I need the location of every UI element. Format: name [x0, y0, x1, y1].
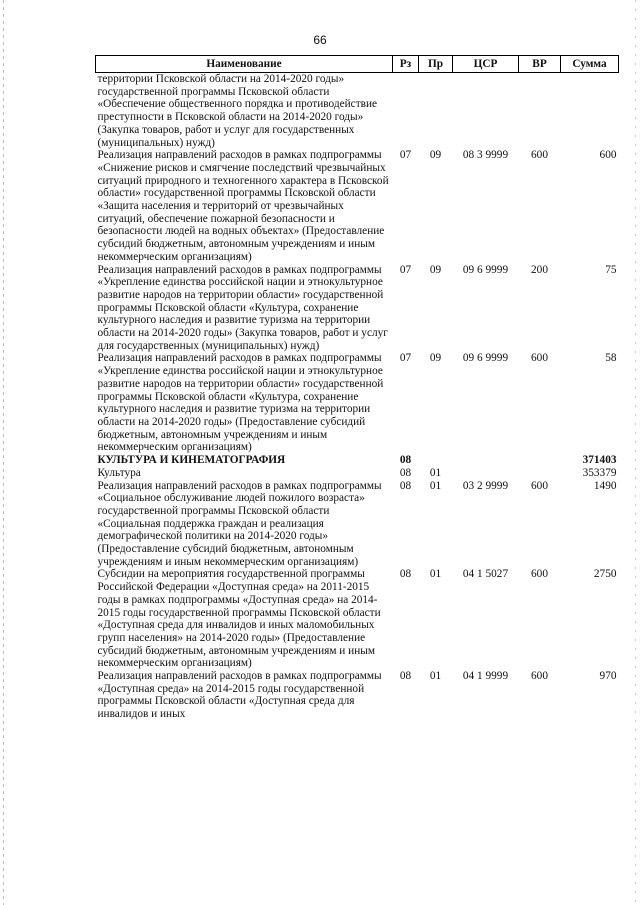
row-vr — [519, 467, 561, 480]
row-pr: 01 — [429, 568, 442, 581]
row-csr: 04 1 5027 — [462, 568, 509, 581]
row-rz: 08 — [399, 466, 412, 479]
row-csr: 03 2 9999 — [462, 479, 509, 492]
row-rz: 08 — [399, 670, 412, 683]
row-name: территории Псковской области на 2014-2020 годы» государственной программы Псковской области «Обеспечение общественного порядка и противодействие преступности в Псковской области на 2014-2020 годы» (Закупка товаров, работ и услуг для государственных (муниципальных) нужд) — [97, 73, 378, 149]
row-sum: 75 — [605, 263, 617, 276]
row-name: Реализация направлений расходов в рамках подпрограммы «Снижение рисков и смягчение последствий чрезвычайных ситуаций природного и техногенного характера в Псковской области» государственной программы Псковской области «Защита населения и территорий от чрезвычайных ситуаций, обеспечение пожарной безопасности и безопасности людей на водных объектах» (Предоставление субсидий бюджетным, автономным учреждениям и иным некоммерческим организациям) — [97, 149, 389, 263]
row-rz: 08 — [399, 568, 412, 581]
header-csr: ЦСР — [453, 56, 519, 73]
row-name: КУЛЬТУРА И КИНЕМАТОГРАФИЯ — [97, 454, 286, 467]
row-vr: 600 — [531, 568, 548, 581]
row-vr: 600 — [531, 670, 548, 683]
header-pr: Пр — [419, 56, 453, 73]
scan-edge-right — [635, 0, 636, 905]
row-sum: 2750 — [593, 568, 617, 581]
row-sum: 970 — [599, 670, 617, 683]
scan-edge-left — [3, 0, 4, 905]
table-row-section — [96, 454, 619, 467]
row-sum: 1490 — [593, 479, 617, 492]
table-row — [96, 73, 619, 150]
header-sum: Сумма — [561, 56, 619, 73]
row-sum: 600 — [599, 149, 617, 162]
row-sum: 371403 — [582, 454, 617, 467]
table-row — [96, 149, 619, 263]
table-row — [96, 352, 619, 454]
table-row — [96, 568, 619, 670]
budget-table — [95, 55, 619, 721]
row-csr — [453, 73, 519, 150]
row-name: Реализация направлений расходов в рамках подпрограммы «Социальное обслуживание людей пожилого возраста» государственной программы Псковской области «Социальная поддержка граждан и реализация демографической политики на 2014-2020 годы» (Предоставление субсидий бюджетным, автономным учреждениям и иным некоммерческим организациям) — [97, 479, 382, 568]
row-vr — [519, 73, 561, 150]
row-name: Реализация направлений расходов в рамках подпрограммы «Доступная среда» на 2014-2015 годы государственной программы Псковской области «Доступная среда для инвалидов и иных — [97, 670, 382, 721]
row-pr: 09 — [429, 263, 442, 276]
row-csr: 04 1 9999 — [462, 670, 509, 683]
row-sum — [561, 73, 619, 150]
header-rz: Рз — [393, 56, 419, 73]
row-rz: 07 — [399, 352, 412, 365]
row-pr — [419, 73, 453, 150]
row-vr — [519, 454, 561, 467]
row-pr — [419, 454, 453, 467]
row-pr: 01 — [429, 670, 442, 683]
row-name: Реализация направлений расходов в рамках подпрограммы «Укрепление единства российской нации и этнокультурное развитие народов на территории области» государственной программы Псковской области «Культура, сохранение культурного наследия и развитие туризма на территории области на 2014-2020 годы» (Предоставление субсидий бюджетным, автономным учреждениям и иным некоммерческим организациям) — [97, 352, 384, 454]
row-rz — [393, 73, 419, 150]
row-vr: 600 — [531, 149, 548, 162]
row-csr: 08 3 9999 — [462, 149, 509, 162]
row-name: Реализация направлений расходов в рамках подпрограммы «Укрепление единства российской нации и этнокультурное развитие народов на территории области» государственной программы Псковской области «Культура, сохранение культурного наследия и развитие туризма на территории области на 2014-2020 годы» (Закупка товаров, работ и услуг для государственных (муниципальных) нужд) — [97, 263, 388, 352]
row-rz: 08 — [399, 454, 412, 467]
header-name: Наименование — [96, 56, 393, 73]
row-pr: 01 — [429, 466, 442, 479]
row-csr: 09 6 9999 — [462, 263, 509, 276]
row-csr — [453, 467, 519, 480]
row-pr: 09 — [429, 149, 442, 162]
row-csr: 09 6 9999 — [462, 352, 509, 365]
table-header-row — [96, 56, 619, 73]
row-vr: 600 — [531, 479, 548, 492]
row-name: Субсидии на мероприятия государственной программы Российской Федерации «Доступная среда» на 2011-2015 годы в рамках подпрограммы «Доступная среда» на 2014-2015 годы государственной программы Псковской области «Доступная среда для инвалидов и иных маломобильных групп населения» на 2014-2020 годы» (Предоставление субсидий бюджетным, автономным учреждениям и иным некоммерческим организациям) — [97, 568, 381, 670]
row-sum: 58 — [605, 352, 617, 365]
row-vr: 600 — [531, 352, 548, 365]
table-row — [96, 467, 619, 480]
header-vr: ВР — [519, 56, 561, 73]
row-sum: 353379 — [582, 466, 617, 479]
table-row — [96, 670, 619, 721]
row-csr — [453, 454, 519, 467]
row-rz: 07 — [399, 149, 412, 162]
row-rz: 08 — [399, 479, 412, 492]
page-number: 66 — [313, 33, 327, 47]
row-vr: 200 — [531, 263, 548, 276]
row-pr: 09 — [429, 352, 442, 365]
row-name: Культура — [97, 466, 141, 479]
table-row — [96, 264, 619, 353]
table-row — [96, 480, 619, 569]
row-rz: 07 — [399, 263, 412, 276]
row-pr: 01 — [429, 479, 442, 492]
